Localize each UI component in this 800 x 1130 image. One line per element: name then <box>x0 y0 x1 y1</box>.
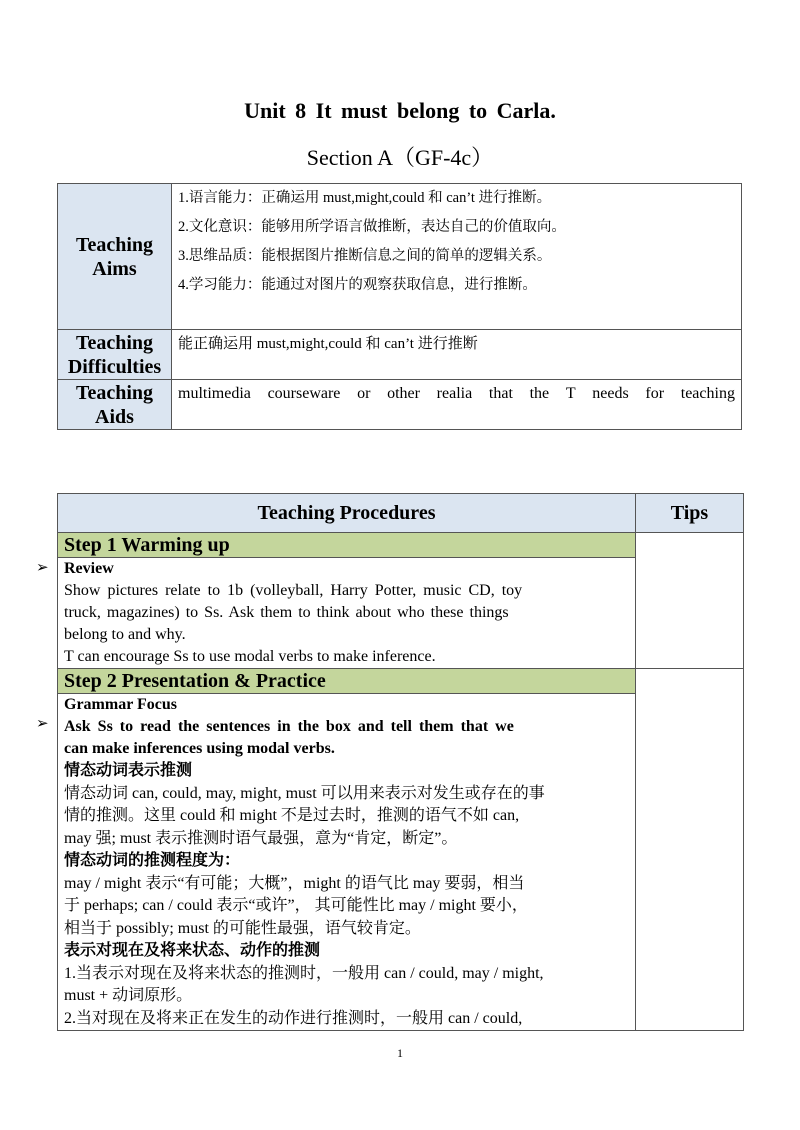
aims-label <box>58 184 172 330</box>
step2-bold-line: can make inferences using modal verbs. <box>64 740 335 757</box>
page-subtitle: Section A（GF-4c） <box>306 145 494 170</box>
step2-heading: 表示对现在及将来状态、动作的推测 <box>64 942 321 959</box>
step2-para-line: 2.当对现在及将来正在发生的动作进行推测时，一般用 can / could, <box>64 1009 523 1027</box>
aims-label-line2: Aims <box>92 257 137 280</box>
procedures-table <box>57 493 744 1031</box>
difficulties-label <box>58 330 172 380</box>
step2-para-line: 于 perhaps; can / could 表示“或许”， 其可能性比 may / might 要小， <box>64 897 528 914</box>
step1-line: belong to and why. <box>64 626 186 643</box>
aims-content <box>172 184 742 330</box>
bullet-arrow-icon: ➢ <box>36 716 49 732</box>
step2-para-line: 情态动词 can, could, may, might, must 可以用来表示对发生或存在的事 <box>64 784 545 802</box>
aids-label-line2: Aids <box>95 405 134 428</box>
step2-heading: 情态动词表示推测 <box>64 762 193 779</box>
aids-word: realia <box>436 385 473 402</box>
bullet-arrow-icon: ➢ <box>36 560 49 576</box>
step2-title: Step 2 Presentation & Practice <box>58 669 636 694</box>
step1-subhead: Review <box>64 560 114 577</box>
aids-text <box>172 383 741 405</box>
step2-bold-line: Ask Ss to read the sentences in the box and tell them that we <box>64 718 514 735</box>
step2-para-line: must + 动词原形。 <box>64 987 193 1004</box>
step2-para-line: 1.当表示对现在及将来状态的推测时，一般用 can / could, may / might, <box>64 964 544 982</box>
page-number: 1 <box>397 1046 403 1060</box>
aims-table <box>57 183 742 430</box>
aids-word: for <box>645 385 665 402</box>
aim-item: 1.语言能力：正确运用 must,might,could 和 can’t 进行推断。 <box>178 190 552 206</box>
step2-para-line: 情的推测。这里 could 和 might 不是过去时，推测的语气不如 can, <box>64 807 520 824</box>
step1-line: Show pictures relate to 1b (volleyball, Harry Potter, music CD, toy <box>64 582 523 599</box>
step1-body <box>58 558 636 669</box>
step2-para-line: may 强; must 表示推测时语气最强，意为“肯定，断定”。 <box>64 829 458 847</box>
aim-item: 4.学习能力：能通过对图片的观察获取信息，进行推断。 <box>178 277 537 293</box>
aids-word: other <box>387 385 420 402</box>
step2-tips <box>636 669 744 1031</box>
difficulties-content: 能正确运用 must,might,could 和 can’t 进行推断 <box>172 330 742 380</box>
difficulties-label-line2: Difficulties <box>67 355 162 378</box>
page-title: Unit 8 It must belong to Carla. <box>244 98 556 123</box>
aids-word: teaching <box>680 385 735 402</box>
aids-label-line1: Teaching <box>75 381 154 404</box>
step1-line: truck, magazines) to Ss. Ask them to think about who these things <box>64 604 509 621</box>
step1-tips <box>636 533 744 669</box>
aids-word: courseware <box>267 385 341 402</box>
aids-label <box>58 380 172 430</box>
aim-item: 3.思维品质：能根据图片推断信息之间的简单的逻辑关系。 <box>178 248 552 264</box>
aids-word: multimedia <box>178 385 251 402</box>
aids-word: T <box>565 385 576 402</box>
aim-item: 2.文化意识：能够用所学语言做推断，表达自己的价值取向。 <box>178 219 566 235</box>
step2-para-line: may / might 表示“有可能；大概”，might 的语气比 may 要弱，相当 <box>64 874 525 892</box>
tips-header: Tips <box>636 494 744 533</box>
procedures-header: Teaching Procedures <box>58 494 636 533</box>
aids-word: or <box>357 385 371 402</box>
step1-title: Step 1 Warming up <box>58 533 636 558</box>
aids-word: needs <box>592 385 629 402</box>
step2-body <box>58 694 636 1031</box>
step2-heading: 情态动词的推测程度为： <box>64 852 241 869</box>
step1-line: T can encourage Ss to use modal verbs to make inference. <box>64 648 436 665</box>
step2-subhead: Grammar Focus <box>64 696 178 713</box>
aids-word: the <box>529 385 550 402</box>
aids-content <box>172 380 742 430</box>
aims-label-line1: Teaching <box>75 233 154 256</box>
step2-para-line: 相当于 possibly; must 的可能性最强，语气较肯定。 <box>64 919 421 937</box>
aids-word: that <box>488 385 513 402</box>
difficulties-label-line1: Teaching <box>75 331 154 354</box>
